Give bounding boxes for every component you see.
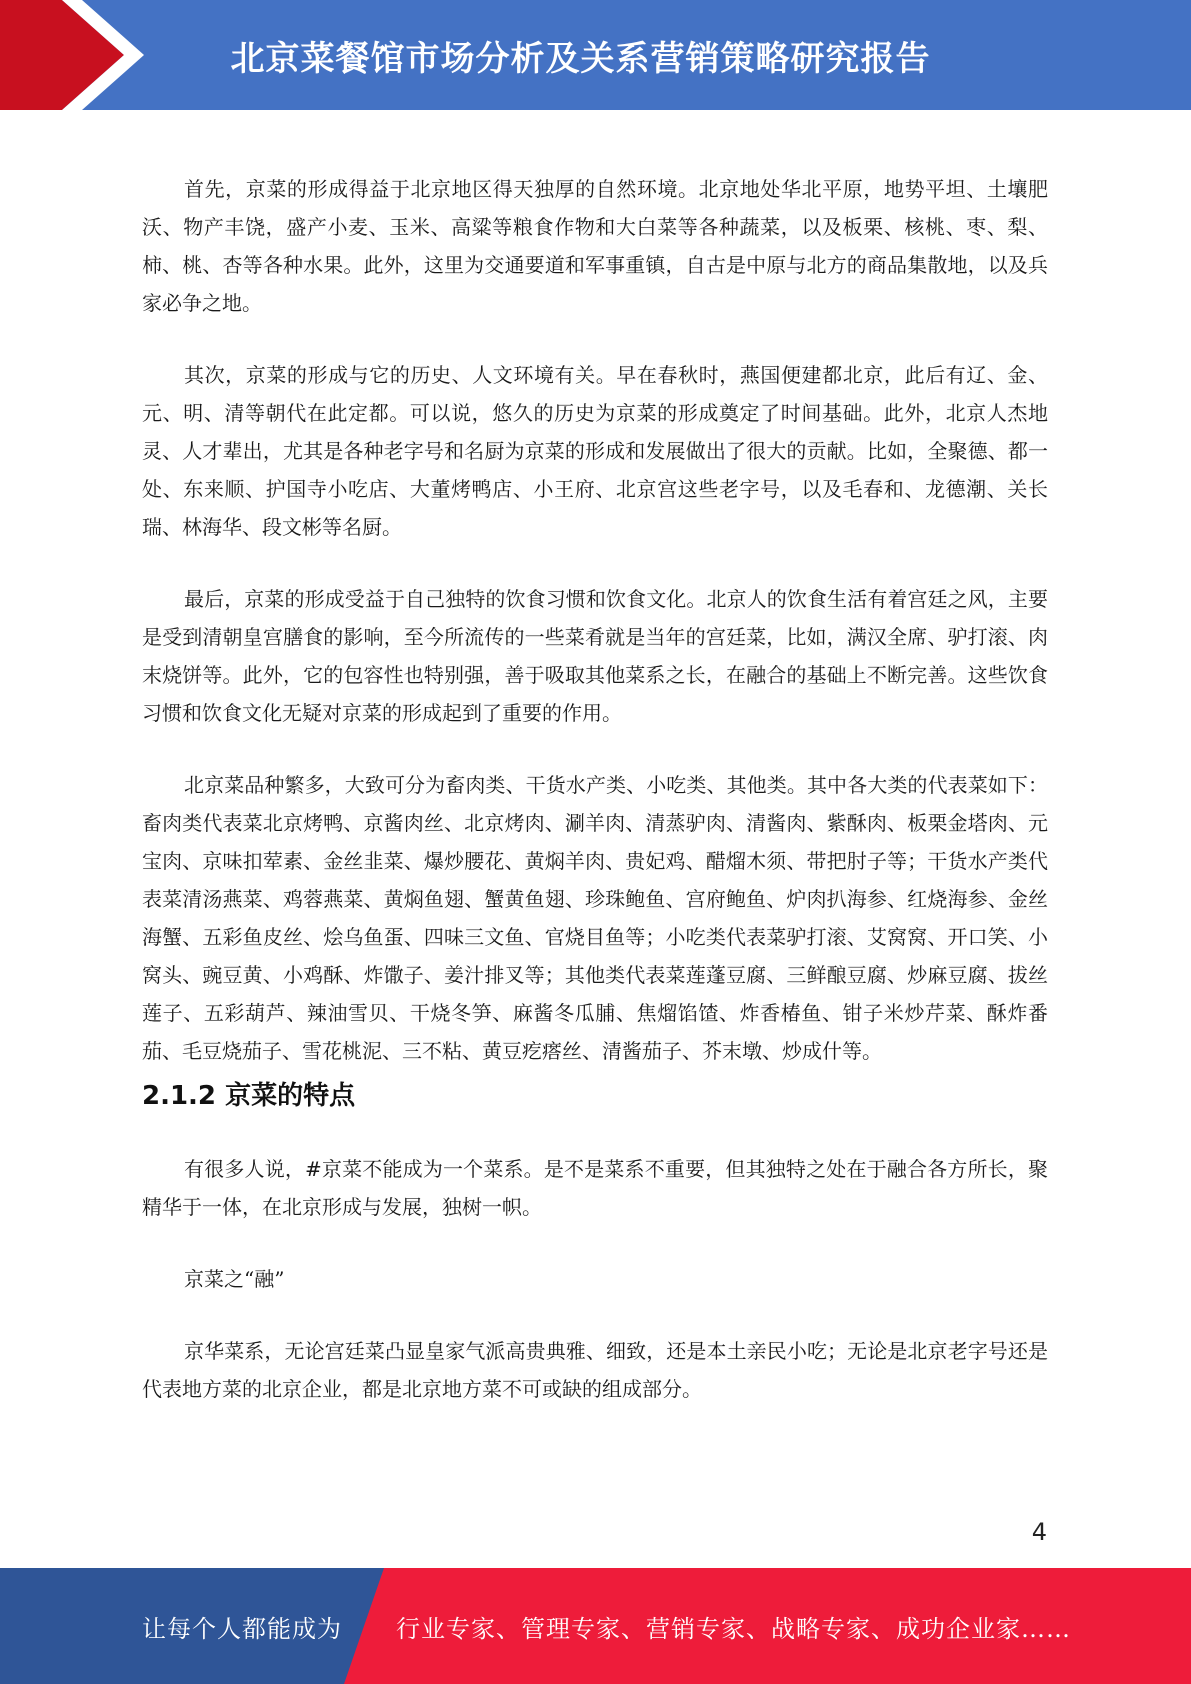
document-body xyxy=(142,170,1048,1442)
page-header xyxy=(0,0,1191,110)
paragraph-subheading-fusion: 京菜之“融” xyxy=(184,1267,285,1291)
footer-slogan-right: 行业专家、管理专家、营销专家、战略专家、成功企业家…… xyxy=(396,1614,1071,1643)
page-footer xyxy=(0,1568,1191,1684)
header-chevron-decoration xyxy=(0,0,160,110)
section-heading: 2.1.2 京菜的特点 xyxy=(142,1081,356,1111)
footer-slogan-left: 让每个人都能成为 xyxy=(142,1614,342,1643)
paragraph-environment: 首先，京菜的形成得益于北京地区得天独厚的自然环境。北京地处华北平原，地势平坦、土壤肥沃、物产丰饶，盛产小麦、玉米、高粱等粮食作物和大白菜等各种蔬菜，以及板栗、核桃、枣、梨、柿、桃、杏等各种水果。此外，这里为交通要道和军事重镇，自古是中原与北方的商品集散地，以及兵家必争之地。 xyxy=(142,177,1048,315)
paragraph-history: 其次，京菜的形成与它的历史、人文环境有关。早在春秋时，燕国便建都北京，此后有辽、金、元、明、清等朝代在此定都。可以说，悠久的历史为京菜的形成奠定了时间基础。此外，北京人杰地灵、人才辈出，尤其是各种老字号和名厨为京菜的形成和发展做出了很大的贡献。比如，全聚德、都一处、东来顺、护国寺小吃店、大董烤鸭店、小王府、北京宫这些老字号，以及毛春和、龙德潮、关长瑞、林海华、段文彬等名厨。 xyxy=(142,363,1048,539)
paragraph-culture: 最后，京菜的形成受益于自己独特的饮食习惯和饮食文化。北京人的饮食生活有着宫廷之风，主要是受到清朝皇宫膳食的影响，至今所流传的一些菜肴就是当年的宫廷菜，比如，满汉全席、驴打滚、肉末烧饼等。此外，它的包容性也特别强，善于吸取其他菜系之长，在融合的基础上不断完善。这些饮食习惯和饮食文化无疑对京菜的形成起到了重要的作用。 xyxy=(142,587,1048,725)
document-title: 北京菜餐馆市场分析及关系营销策略研究报告 xyxy=(230,38,931,79)
page-number: 4 xyxy=(1031,1518,1047,1546)
paragraph-characteristics: 有很多人说，#京菜不能成为一个菜系。是不是菜系不重要，但其独特之处在于融合各方所长，聚精华于一体，在北京形成与发展，独树一帜。 xyxy=(142,1157,1048,1219)
paragraph-dish-categories: 北京菜品种繁多，大致可分为畜肉类、干货水产类、小吃类、其他类。其中各大类的代表菜如下：畜肉类代表菜北京烤鸭、京酱肉丝、北京烤肉、涮羊肉、清蒸驴肉、清酱肉、紫酥肉、板栗金塔肉、元宝肉、京味扣荤素、金丝韭菜、爆炒腰花、黄焖羊肉、贵妃鸡、醋熘木须、带把肘子等；干货水产类代表菜清汤燕菜、鸡蓉燕菜、黄焖鱼翅、蟹黄鱼翅、珍珠鲍鱼、宫府鲍鱼、炉肉扒海参、红烧海参、金丝海蟹、五彩鱼皮丝、烩乌鱼蛋、四味三文鱼、官烧目鱼等；小吃类代表菜驴打滚、艾窝窝、开口笑、小窝头、豌豆黄、小鸡酥、炸馓子、姜汁排叉等；其他类代表菜莲蓬豆腐、三鲜酿豆腐、炒麻豆腐、拔丝莲子、五彩葫芦、辣油雪贝、干烧冬笋、麻酱冬瓜脯、焦熘馅馇、炸香椿鱼、钳子米炒芹菜、酥炸番茄、毛豆烧茄子、雪花桃泥、三不粘、黄豆疙瘩丝、清酱茄子、芥末墩、炒成什等。 xyxy=(142,773,1048,1063)
paragraph-fusion: 京华菜系，无论宫廷菜凸显皇家气派高贵典雅、细致，还是本土亲民小吃；无论是北京老字号还是代表地方菜的北京企业，都是北京地方菜不可或缺的组成部分。 xyxy=(142,1339,1048,1401)
